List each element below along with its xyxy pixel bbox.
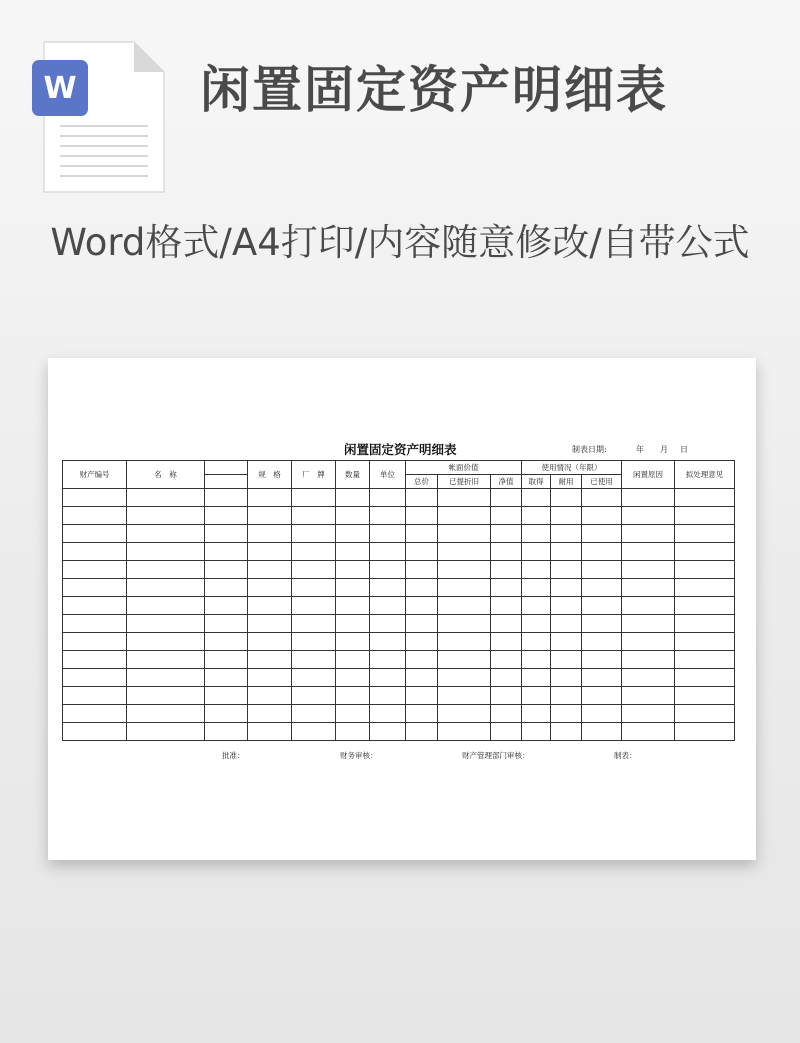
table-cell xyxy=(63,543,127,561)
table-cell xyxy=(248,543,292,561)
approve-label: 批准： xyxy=(222,751,245,760)
table-cell xyxy=(551,561,582,579)
table-cell xyxy=(582,507,622,525)
document-preview xyxy=(48,358,756,860)
table-cell xyxy=(522,633,551,651)
table-cell xyxy=(675,579,735,597)
table-cell xyxy=(491,687,522,705)
table-body xyxy=(63,489,735,741)
table-cell xyxy=(491,669,522,687)
table-cell xyxy=(292,651,336,669)
table-cell xyxy=(522,489,551,507)
table-cell xyxy=(406,651,438,669)
table-cell xyxy=(205,705,248,723)
table-cell xyxy=(370,615,406,633)
finance-review-label: 财务审核： xyxy=(340,751,378,760)
table-cell xyxy=(622,543,675,561)
table-cell xyxy=(336,579,370,597)
table-cell xyxy=(551,615,582,633)
header-name: 名 称 xyxy=(127,461,205,489)
table-cell xyxy=(438,615,491,633)
table-row xyxy=(63,597,735,615)
table-row xyxy=(63,561,735,579)
header-usage: 使用情况（年限） xyxy=(522,461,622,475)
table-cell xyxy=(292,525,336,543)
table-cell xyxy=(406,615,438,633)
table-cell xyxy=(248,723,292,741)
table-cell xyxy=(292,507,336,525)
table-cell xyxy=(622,579,675,597)
table-cell xyxy=(622,633,675,651)
table-cell xyxy=(248,507,292,525)
table-cell xyxy=(336,651,370,669)
table-cell xyxy=(582,561,622,579)
header-durable: 耐用 xyxy=(551,475,582,489)
date-day-label: 日 xyxy=(680,445,688,454)
table-cell xyxy=(205,561,248,579)
table-cell xyxy=(438,723,491,741)
date-label: 制表日期: xyxy=(572,445,607,454)
table-row xyxy=(63,651,735,669)
table-cell xyxy=(491,633,522,651)
table-cell xyxy=(336,669,370,687)
table-cell xyxy=(336,687,370,705)
table-cell xyxy=(438,705,491,723)
table-cell xyxy=(582,723,622,741)
table-cell xyxy=(205,597,248,615)
table-cell xyxy=(491,615,522,633)
table-cell xyxy=(675,651,735,669)
header-spec: 规 格 xyxy=(248,461,292,489)
table-cell xyxy=(292,669,336,687)
table-cell xyxy=(63,597,127,615)
table-cell xyxy=(370,561,406,579)
table-cell xyxy=(622,687,675,705)
page-title: 闲置固定资产明细表 xyxy=(200,61,668,119)
date-month-label: 月 xyxy=(660,445,668,454)
header-asset-no: 财产编号 xyxy=(63,461,127,489)
table-cell xyxy=(63,507,127,525)
page-subtitle: Word格式/A4打印/内容随意修改/自带公式 xyxy=(50,221,750,264)
table-cell xyxy=(551,705,582,723)
table-cell xyxy=(370,543,406,561)
svg-text:W: W xyxy=(43,71,77,106)
table-cell xyxy=(370,597,406,615)
table-cell xyxy=(438,561,491,579)
table-cell xyxy=(582,687,622,705)
table-cell xyxy=(522,525,551,543)
table-cell xyxy=(522,705,551,723)
table-cell xyxy=(622,507,675,525)
table-cell xyxy=(292,489,336,507)
table-cell xyxy=(370,489,406,507)
table-cell xyxy=(675,543,735,561)
table-cell xyxy=(63,489,127,507)
table-cell xyxy=(248,597,292,615)
table-row xyxy=(63,705,735,723)
table-cell xyxy=(205,579,248,597)
table-cell xyxy=(292,561,336,579)
table-cell xyxy=(63,651,127,669)
header-disposal: 拟处理意见 xyxy=(675,461,735,489)
table-cell xyxy=(127,615,205,633)
table-row xyxy=(63,633,735,651)
table-cell xyxy=(551,723,582,741)
table-cell xyxy=(248,687,292,705)
table-cell xyxy=(127,597,205,615)
table-cell xyxy=(551,525,582,543)
table-cell xyxy=(582,705,622,723)
table-cell xyxy=(675,705,735,723)
table-cell xyxy=(63,579,127,597)
table-cell xyxy=(522,615,551,633)
table-cell xyxy=(292,579,336,597)
table-cell xyxy=(491,543,522,561)
table-row xyxy=(63,615,735,633)
table-cell xyxy=(406,669,438,687)
table-cell xyxy=(292,705,336,723)
table-cell xyxy=(406,507,438,525)
table-row xyxy=(63,723,735,741)
table-cell xyxy=(438,669,491,687)
header-total-price: 总价 xyxy=(406,475,438,489)
table-cell xyxy=(370,651,406,669)
table-cell xyxy=(438,687,491,705)
table-cell xyxy=(551,579,582,597)
table-cell xyxy=(622,705,675,723)
table-cell xyxy=(582,525,622,543)
table-cell xyxy=(370,669,406,687)
table-cell xyxy=(675,633,735,651)
table-cell xyxy=(438,651,491,669)
table-cell xyxy=(406,597,438,615)
table-cell xyxy=(336,543,370,561)
table-cell xyxy=(438,597,491,615)
form-title: 闲置固定资产明细表 xyxy=(344,442,457,457)
table-cell xyxy=(622,669,675,687)
table-cell xyxy=(336,705,370,723)
word-document-icon xyxy=(30,40,170,200)
table-cell xyxy=(522,669,551,687)
table-cell xyxy=(491,507,522,525)
table-cell xyxy=(63,723,127,741)
table-cell xyxy=(63,561,127,579)
table-cell xyxy=(582,633,622,651)
table-cell xyxy=(622,723,675,741)
table-cell xyxy=(582,597,622,615)
table-cell xyxy=(551,489,582,507)
table-cell xyxy=(205,489,248,507)
table-cell xyxy=(127,507,205,525)
table-cell xyxy=(63,633,127,651)
table-cell xyxy=(491,651,522,669)
table-cell xyxy=(406,579,438,597)
table-cell xyxy=(522,597,551,615)
table-cell xyxy=(582,615,622,633)
table-cell xyxy=(622,489,675,507)
table-cell xyxy=(63,687,127,705)
table-cell xyxy=(406,633,438,651)
table-cell xyxy=(336,525,370,543)
table-cell xyxy=(127,705,205,723)
table-cell xyxy=(370,723,406,741)
table-cell xyxy=(582,651,622,669)
table-cell xyxy=(370,633,406,651)
table-cell xyxy=(622,651,675,669)
table-cell xyxy=(406,723,438,741)
table-cell xyxy=(522,507,551,525)
table-cell xyxy=(205,687,248,705)
table-cell xyxy=(248,633,292,651)
table-cell xyxy=(336,561,370,579)
table-cell xyxy=(248,705,292,723)
table-cell xyxy=(248,489,292,507)
header-unit: 单位 xyxy=(370,461,406,489)
table-cell xyxy=(248,651,292,669)
table-row xyxy=(63,669,735,687)
table-cell xyxy=(370,579,406,597)
table-cell xyxy=(248,615,292,633)
table-cell xyxy=(63,615,127,633)
table-cell xyxy=(675,669,735,687)
header-net-value: 净值 xyxy=(491,475,522,489)
table-cell xyxy=(675,615,735,633)
table-cell xyxy=(438,507,491,525)
table-cell xyxy=(522,723,551,741)
table-cell xyxy=(522,561,551,579)
header-accum-depr: 已提折旧 xyxy=(438,475,491,489)
table-cell xyxy=(127,723,205,741)
table-cell xyxy=(248,669,292,687)
table-cell xyxy=(675,525,735,543)
table-cell xyxy=(127,651,205,669)
table-cell xyxy=(127,543,205,561)
table-row xyxy=(63,489,735,507)
date-year-label: 年 xyxy=(636,445,644,454)
table-cell xyxy=(205,633,248,651)
table-cell xyxy=(406,489,438,507)
table-cell xyxy=(675,597,735,615)
table-cell xyxy=(491,597,522,615)
header-acquired: 取得 xyxy=(522,475,551,489)
signature-footer xyxy=(62,750,734,764)
table-cell xyxy=(127,669,205,687)
table-cell xyxy=(551,633,582,651)
table-cell xyxy=(675,489,735,507)
table-row xyxy=(63,579,735,597)
table-cell xyxy=(491,489,522,507)
table-row xyxy=(63,687,735,705)
table-cell xyxy=(127,561,205,579)
table-cell xyxy=(205,669,248,687)
header-blank-top xyxy=(205,461,248,475)
table-cell xyxy=(127,579,205,597)
table-cell xyxy=(370,507,406,525)
table-cell xyxy=(522,651,551,669)
table-cell xyxy=(336,723,370,741)
header-idle-reason: 闲置原因 xyxy=(622,461,675,489)
table-cell xyxy=(491,705,522,723)
table-cell xyxy=(406,705,438,723)
table-cell xyxy=(205,723,248,741)
table-cell xyxy=(551,597,582,615)
table-cell xyxy=(551,507,582,525)
table-cell xyxy=(438,489,491,507)
table-cell xyxy=(127,525,205,543)
form-header xyxy=(62,438,734,460)
table-cell xyxy=(336,615,370,633)
table-cell xyxy=(582,489,622,507)
header-blank-bottom xyxy=(205,475,248,489)
table-cell xyxy=(522,687,551,705)
table-cell xyxy=(292,723,336,741)
table-row xyxy=(63,507,735,525)
table-cell xyxy=(336,507,370,525)
table-cell xyxy=(622,525,675,543)
table-cell xyxy=(675,507,735,525)
table-cell xyxy=(205,615,248,633)
table-cell xyxy=(582,543,622,561)
table-cell xyxy=(248,525,292,543)
table-cell xyxy=(63,669,127,687)
table-cell xyxy=(675,723,735,741)
table-cell xyxy=(522,579,551,597)
table-cell xyxy=(292,633,336,651)
table-cell xyxy=(248,561,292,579)
table-cell xyxy=(551,669,582,687)
header-brand: 厂 牌 xyxy=(292,461,336,489)
table-cell xyxy=(438,525,491,543)
table-cell xyxy=(205,651,248,669)
table-cell xyxy=(522,543,551,561)
table-cell xyxy=(582,669,622,687)
table-cell xyxy=(491,579,522,597)
table-cell xyxy=(622,615,675,633)
table-row xyxy=(63,525,735,543)
table-cell xyxy=(336,597,370,615)
table-row xyxy=(63,543,735,561)
table-cell xyxy=(406,561,438,579)
table-cell xyxy=(675,561,735,579)
table-cell xyxy=(127,489,205,507)
table-cell xyxy=(63,705,127,723)
table-cell xyxy=(551,543,582,561)
table-cell xyxy=(127,633,205,651)
table-cell xyxy=(406,543,438,561)
table-cell xyxy=(63,525,127,543)
table-cell xyxy=(675,687,735,705)
table-cell xyxy=(406,687,438,705)
table-cell xyxy=(370,705,406,723)
table-cell xyxy=(438,579,491,597)
table-cell xyxy=(406,525,438,543)
table-cell xyxy=(491,525,522,543)
asset-table xyxy=(62,460,735,741)
dept-review-label: 财产管理部门审核： xyxy=(462,751,530,760)
table-cell xyxy=(248,579,292,597)
table-cell xyxy=(622,597,675,615)
table-cell xyxy=(551,687,582,705)
maker-label: 制表： xyxy=(614,751,637,760)
table-cell xyxy=(370,525,406,543)
table-cell xyxy=(491,561,522,579)
table-cell xyxy=(292,615,336,633)
table-cell xyxy=(127,687,205,705)
header-book-value: 帐面价值 xyxy=(406,461,522,475)
header-used: 已使用 xyxy=(582,475,622,489)
table-cell xyxy=(205,525,248,543)
table-cell xyxy=(292,687,336,705)
table-cell xyxy=(205,543,248,561)
table-cell xyxy=(438,633,491,651)
table-cell xyxy=(370,687,406,705)
table-cell xyxy=(292,597,336,615)
table-cell xyxy=(292,543,336,561)
table-cell xyxy=(491,723,522,741)
table-cell xyxy=(622,561,675,579)
header-quantity: 数量 xyxy=(336,461,370,489)
table-cell xyxy=(582,579,622,597)
table-cell xyxy=(438,543,491,561)
table-cell xyxy=(336,489,370,507)
table-cell xyxy=(336,633,370,651)
table-cell xyxy=(551,651,582,669)
table-cell xyxy=(205,507,248,525)
